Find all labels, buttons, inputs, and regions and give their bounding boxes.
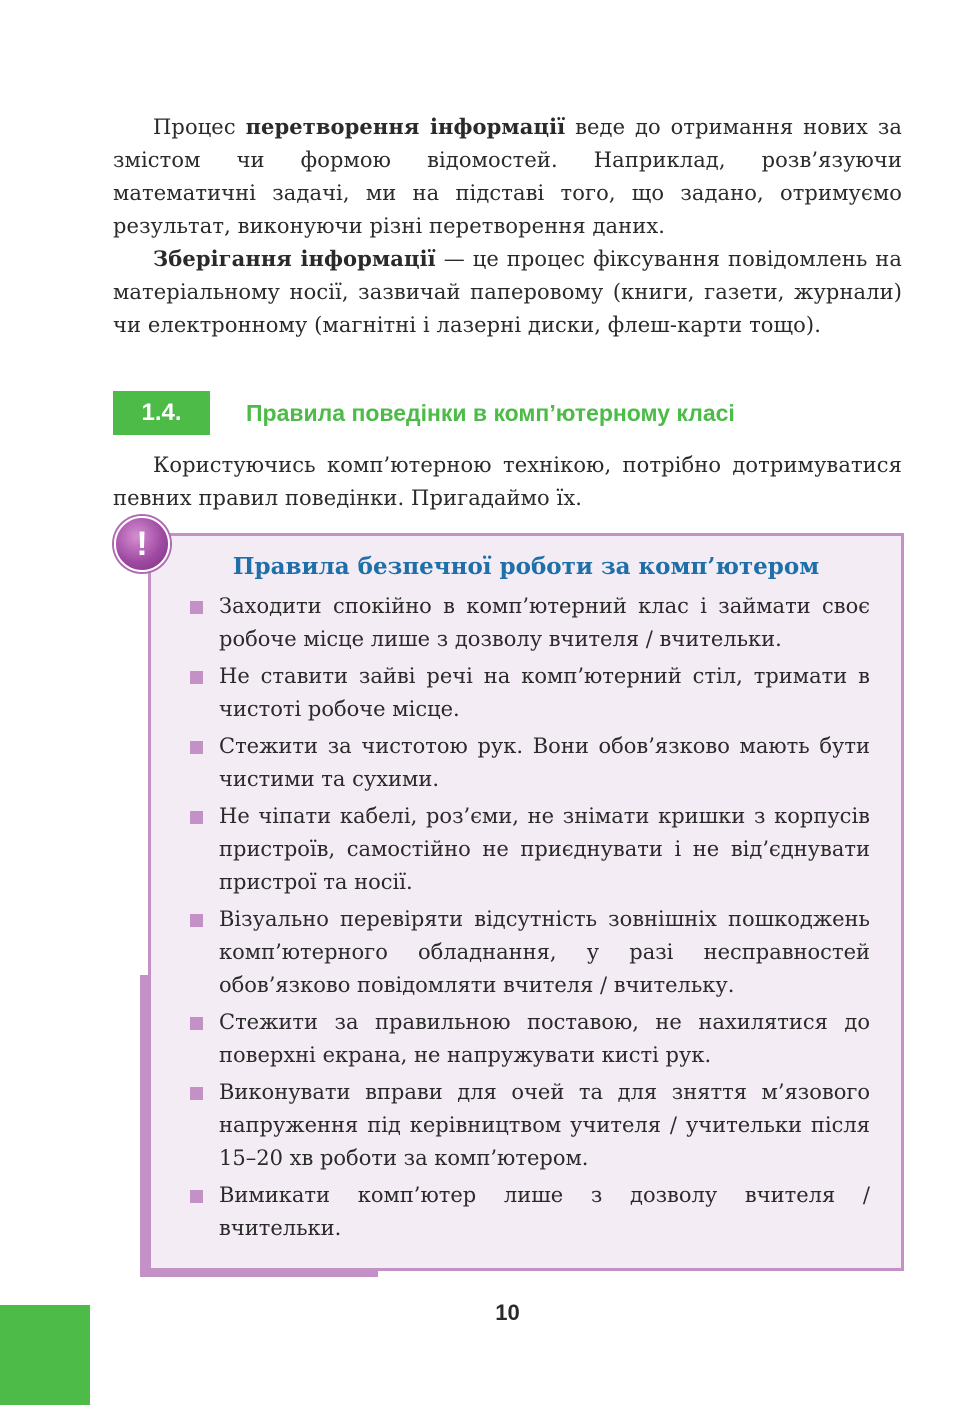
term-storage: Зберігання інформації: [153, 246, 436, 271]
square-bullet-icon: [190, 1087, 203, 1100]
square-bullet-icon: [190, 601, 203, 614]
square-bullet-icon: [190, 671, 203, 684]
rule-text: Не ставити зайві речі на комп’ютерний стіл, тримати в чистоті робоче місце.: [219, 664, 870, 721]
square-bullet-icon: [190, 1017, 203, 1030]
square-bullet-icon: [190, 741, 203, 754]
square-bullet-icon: [190, 914, 203, 927]
list-item: [190, 660, 870, 726]
paragraph-text: веде до отримання нових за змістом чи формою відомостей. Наприклад, розв’язуючи математичні задачі, ми на підставі того, що задано, отримуємо результат, виконуючи різні перетворення даних.: [113, 115, 903, 238]
list-item: [190, 1179, 870, 1245]
list-item: [190, 1006, 870, 1072]
paragraph-transformation: [113, 110, 902, 243]
corner-decoration: [0, 1305, 90, 1405]
rule-text: Стежити за правильною поставою, не нахилятися до поверхні екрана, не напружувати кисті рук.: [219, 1010, 870, 1067]
list-item: [190, 903, 870, 1002]
section-number: 1.4.: [113, 391, 210, 435]
list-item: [190, 1076, 870, 1175]
paragraph-text: — це процес фіксування повідомлень на матеріальному носії, зазвичай паперовому (книги, газети, журнали) чи електронному (магнітні і лазерні диски, флеш-карти тощо).: [113, 247, 902, 337]
list-item: [190, 730, 870, 796]
rule-text: Візуально перевіряти відсутність зовнішніх пошкоджень комп’ютерного обладнання, у разі несправностей обов’язково повідомляти вчителя / вчительку.: [219, 907, 870, 997]
section-title: Правила поведінки в комп’ютерному класі: [246, 400, 735, 426]
list-item: [190, 590, 870, 656]
paragraph-intro: Користуючись комп’ютерною технікою, потрібно дотримуватися певних правил поведінки. Пригадаймо їх.: [113, 453, 902, 510]
term-transformation: перетворення інформації: [245, 114, 566, 139]
paragraph-storage: [113, 242, 902, 342]
rules-list: [190, 590, 870, 1249]
rule-text: Заходити спокійно в комп’ютерний клас і займати своє робоче місце лише з дозволу вчителя / вчительки.: [219, 594, 870, 651]
list-item: [190, 800, 870, 899]
rule-text: Не чіпати кабелі, роз’єми, не знімати кришки з корпусів пристроїв, самостійно не приєднувати і не від’єднувати пристрої та носії.: [219, 804, 870, 894]
page-number: 10: [495, 1300, 520, 1325]
paragraph-text: Процес: [153, 115, 246, 139]
square-bullet-icon: [190, 811, 203, 824]
rule-text: Виконувати вправи для очей та для зняття м’язового напруження під керівництвом учителя / учительки після 15–20 хв роботи за комп’ютером.: [219, 1080, 870, 1170]
rule-text: Стежити за чистотою рук. Вони обов’язково мають бути чистими та сухими.: [219, 734, 870, 791]
square-bullet-icon: [190, 1190, 203, 1203]
rules-box-title: Правила безпечної роботи за комп’ютером: [232, 553, 820, 580]
exclamation-icon: !: [114, 516, 170, 572]
rule-text: Вимикати комп’ютер лише з дозволу вчителя / вчительки.: [219, 1183, 870, 1240]
